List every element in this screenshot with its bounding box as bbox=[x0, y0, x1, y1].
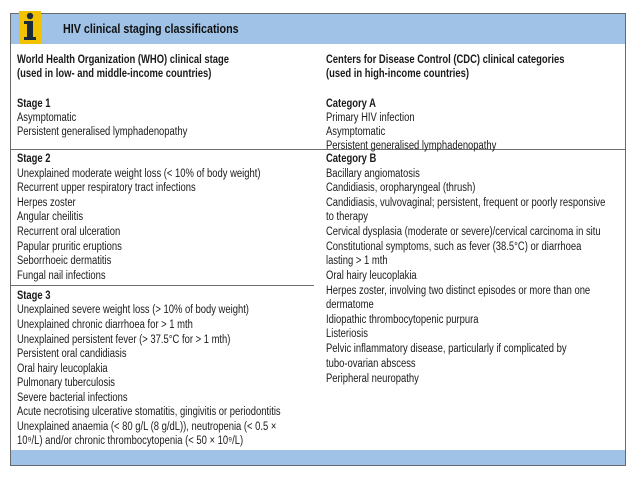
table-body bbox=[11, 95, 625, 450]
stage2-item: Fungal nail infections bbox=[17, 270, 106, 282]
categoryB-item: tubo-ovarian abscess bbox=[326, 358, 416, 370]
categoryA-heading: Category A bbox=[326, 98, 376, 110]
stage1-item: Persistent generalised lymphadenopathy bbox=[17, 126, 188, 138]
categoryB-item: Constitutional symptoms, such as fever (38.5°C) or diarrhoea bbox=[326, 241, 582, 253]
stage3-item: Pulmonary tuberculosis bbox=[17, 377, 116, 389]
categoryB-item: Cervical dysplasia (moderate or severe)/cervical carcinoma in situ bbox=[326, 226, 601, 238]
stage3-item: Unexplained anaemia (< 80 g/L (8 g/dL)), neutropenia (< 0.5 × bbox=[17, 421, 277, 433]
categoryB-item: Peripheral neuropathy bbox=[326, 373, 419, 385]
categoryA-item: Primary HIV infection bbox=[326, 112, 415, 124]
categoryB-item: Bacillary angiomatosis bbox=[326, 168, 420, 180]
categoryB-item: Listeriosis bbox=[326, 328, 368, 340]
stage1-item: Asymptomatic bbox=[17, 112, 77, 124]
stage3-item: 10⁹/L) and/or chronic thrombocytopenia (< 50 × 10⁹/L) bbox=[17, 435, 244, 447]
categoryB-heading: Category B bbox=[326, 153, 377, 165]
info-icon bbox=[19, 7, 41, 45]
categoryB-item: dermatome bbox=[326, 299, 374, 311]
stage2-item: Seborrhoeic dermatitis bbox=[17, 255, 112, 267]
stage2-heading: Stage 2 bbox=[17, 153, 51, 165]
stage2-item: Recurrent upper respiratory tract infections bbox=[17, 182, 196, 194]
categoryB-item: Oral hairy leucoplakia bbox=[326, 270, 417, 282]
categoryA-item: Asymptomatic bbox=[326, 126, 386, 138]
categoryB-item: Candidiasis, vulvovaginal; persistent, frequent or poorly responsive bbox=[326, 197, 606, 209]
cdc-header-line2: (used in high-income countries) bbox=[326, 68, 470, 80]
stage-divider bbox=[11, 285, 314, 286]
cdc-header-line1: Centers for Disease Control (CDC) clinical categories bbox=[326, 54, 565, 66]
categoryB-item: Idiopathic thrombocytopenic purpura bbox=[326, 314, 479, 326]
bottom-band bbox=[11, 450, 625, 465]
stage2-item: Unexplained moderate weight loss (< 10% of body weight) bbox=[17, 168, 261, 180]
categoryB-item: lasting > 1 mth bbox=[326, 255, 388, 267]
categoryB-item: Pelvic inflammatory disease, particularly if complicated by bbox=[326, 343, 567, 355]
stage3-item: Severe bacterial infections bbox=[17, 392, 128, 404]
stage3-heading: Stage 3 bbox=[17, 290, 51, 302]
stage3-item: Acute necrotising ulcerative stomatitis, gingivitis or periodontitis bbox=[17, 406, 281, 418]
categoryB-item: Herpes zoster, involving two distinct episodes or more than one bbox=[326, 285, 591, 297]
stage3-item: Oral hairy leucoplakia bbox=[17, 363, 108, 375]
table-header-row bbox=[11, 44, 625, 96]
stage2-item: Papular pruritic eruptions bbox=[17, 241, 122, 253]
table-title: HIV clinical staging classifications bbox=[63, 22, 239, 36]
stage2-item: Angular cheilitis bbox=[17, 211, 84, 223]
title-bar bbox=[11, 14, 625, 44]
who-header-line1: World Health Organization (WHO) clinical stage bbox=[17, 54, 230, 66]
categoryA-item: Persistent generalised lymphadenopathy bbox=[326, 140, 497, 152]
stage3-item: Persistent oral candidiasis bbox=[17, 348, 127, 360]
stage2-item: Recurrent oral ulceration bbox=[17, 226, 121, 238]
row-divider bbox=[11, 149, 625, 150]
stage1-heading: Stage 1 bbox=[17, 98, 51, 110]
categoryB-item: to therapy bbox=[326, 211, 368, 223]
who-header-line2: (used in low- and middle-income countries) bbox=[17, 68, 212, 80]
stage3-item: Unexplained persistent fever (> 37.5°C for > 1 mth) bbox=[17, 334, 231, 346]
categoryB-item: Candidiasis, oropharyngeal (thrush) bbox=[326, 182, 476, 194]
stage3-item: Unexplained severe weight loss (> 10% of body weight) bbox=[17, 304, 249, 316]
stage3-item: Unexplained chronic diarrhoea for > 1 mth bbox=[17, 319, 193, 331]
stage2-item: Herpes zoster bbox=[17, 197, 76, 209]
table-frame bbox=[10, 13, 626, 466]
